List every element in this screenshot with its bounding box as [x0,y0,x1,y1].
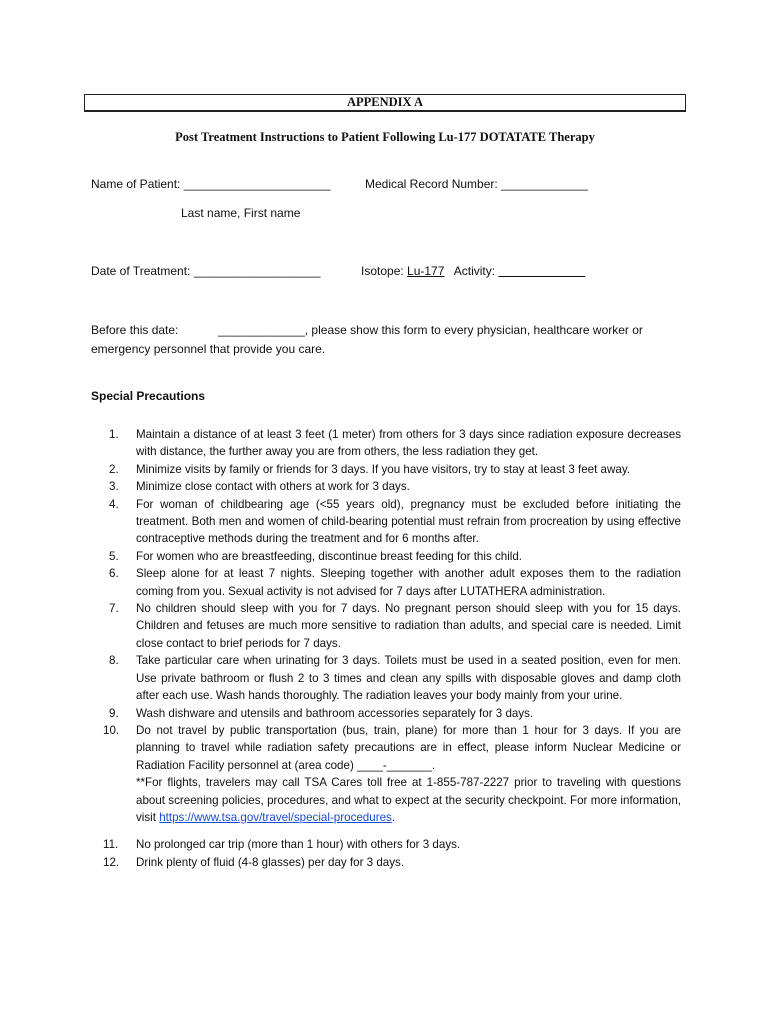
item-text: Minimize visits by family or friends for 3 days. If you have visitors, try to stay at least 3 feet away. [136,462,630,476]
isotope-label: Isotope: [361,264,408,278]
tsa-note-end: . [391,810,396,824]
item-text: For women who are breastfeeding, discontinue breast feeding for this child. [136,549,523,563]
item-text: For woman of childbearing age (<55 years old), pregnancy must be excluded before initiating the treatment. Both men and women of child-bearing potential must refrain from procreation by using effective contraceptive methods during the treatment and for 6 months after. [136,497,681,546]
tsa-note [136,774,681,826]
item-text: Do not travel by public transportation (bus, train, plane) for more than 1 hour for 3 days. If you are planning to travel while radiation safety precautions are in effect, please inform Nuclear Medicine or Radiation Facility personnel at (area code) ____-_______. [136,723,681,772]
list-item [91,722,681,826]
medical-record-field: Medical Record Number: _____________ [365,177,588,191]
before-date-instruction-cont: emergency personnel that provide you care. [91,342,326,356]
item-number: 7. [109,602,119,616]
list-item [91,496,681,548]
list-spacer [91,826,681,836]
item-number: 10. [103,723,120,737]
list-item [91,548,681,565]
isotope-value: Lu-177 [407,264,445,278]
list-item [91,652,681,704]
isotope-activity-field [361,263,585,279]
patient-name-field: Name of Patient: ______________________ [91,177,331,191]
item-number: 9. [109,706,119,720]
item-number: 2. [109,462,119,476]
list-item [91,565,681,600]
tsa-link[interactable]: https://www.tsa.gov/travel/special-procedures [159,810,392,824]
item-text: Wash dishware and utensils and bathroom accessories separately for 3 days. [136,706,534,720]
list-item [91,836,681,853]
treatment-date-field: Date of Treatment: ___________________ [91,264,321,278]
item-number: 5. [109,549,119,563]
item-number: 12. [103,855,120,869]
item-text: Take particular care when urinating for 3 days. Toilets must be used in a seated position, even for men. Use private bathroom or flush 2 to 3 times and clean any spills with disposable gloves and damp cloth after each use. Wash hands thoroughly. The radiation leaves your body mainly from your urine. [136,654,681,703]
activity-label: Activity: [444,264,499,278]
tsa-note-text: **For flights, travelers may call TSA Cares toll free at 1-855-787-2227 prior to traveling with questions about screening policies, procedures, and what to expect at the security checkpoint. For more information, visit [136,776,681,824]
special-precautions-heading: Special Precautions [91,389,206,403]
item-number: 8. [109,654,119,668]
precautions-list [91,426,681,871]
item-text: No children should sleep with you for 7 days. No pregnant person should sleep with you for 15 days. Children and fetuses are much more sensitive to radiation than adults, and special care is needed. Limit close contact to brief periods for 7 days. [136,602,681,650]
list-item [91,600,681,652]
activity-value: _____________ [498,264,586,278]
item-text: No prolonged car trip (more than 1 hour) with others for 3 days. [136,838,461,852]
item-text: Minimize close contact with others at work for 3 days. [136,480,410,494]
name-format-hint: Last name, First name [181,206,301,220]
item-number: 1. [109,428,119,441]
item-number: 3. [109,480,119,494]
appendix-title: APPENDIX A [346,95,424,109]
list-item [91,705,681,722]
item-number: 4. [109,497,119,511]
before-date-label: Before this date: [91,323,179,337]
list-item [91,426,681,461]
item-number: 6. [109,567,119,581]
item-number: 11. [103,838,119,852]
before-date-instruction: _____________, please show this form to every physician, healthcare worker or [218,323,643,337]
list-item [91,854,681,871]
item-text: Sleep alone for at least 7 nights. Sleeping together with another adult exposes them to the radiation coming from you. Sexual activity is not advised for 7 days after LUTATHERA administration. [136,567,681,598]
item-text: Maintain a distance of at least 3 feet (1 meter) from others for 3 days since radiation exposure decreases with distance, the further away you are from others, the less radiation they get. [136,428,681,459]
item-text: Drink plenty of fluid (4-8 glasses) per day for 3 days. [136,855,405,869]
document-title: Post Treatment Instructions to Patient Following Lu-177 DOTATATE Therapy [175,130,595,144]
list-item [91,478,681,495]
list-item [91,461,681,478]
